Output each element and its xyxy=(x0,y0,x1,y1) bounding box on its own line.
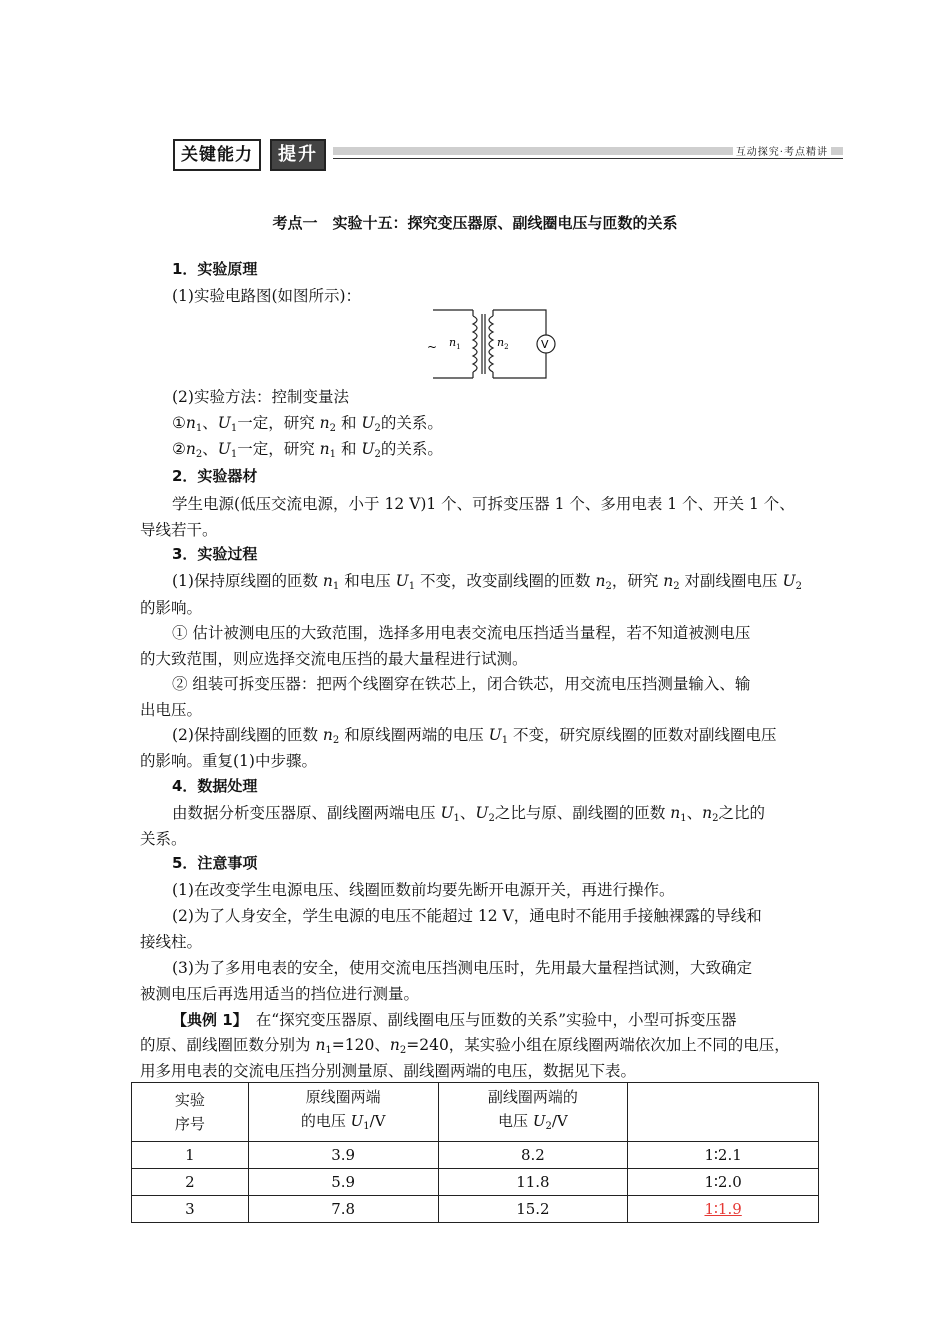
cell-u2: 11.8 xyxy=(438,1169,628,1196)
cell-trial-no: 1 xyxy=(132,1142,249,1169)
heading-notes: 5．注意事项 xyxy=(172,854,258,872)
banner-rule-line xyxy=(333,158,843,159)
example-line-1: 【典例 1】 在“探究变压器原、副线圈电压与匝数的关系”实验中，小型可拆变压器 xyxy=(172,1011,737,1029)
heading-procedure: 3．实验过程 xyxy=(172,545,258,563)
para-procedure-step2b: 出电压。 xyxy=(140,701,203,719)
cell-u1: 3.9 xyxy=(248,1142,438,1169)
transformer-circuit-diagram xyxy=(425,306,560,382)
header-ratio xyxy=(628,1083,819,1142)
cell-ratio-answer xyxy=(628,1196,819,1223)
para-equipment-1: 学生电源(低压交流电源，小于 12 V)1 个、可拆变压器 1 个、多用电表 1 个、开关 1 个、 xyxy=(172,495,795,513)
para-method-2: $②n_2$、$U_1$一定，研究 $n_1$ 和 $U_2$的关系。 xyxy=(172,440,443,460)
answer-ratio: 1∶1.9 xyxy=(704,1200,742,1218)
para-data-2: 关系。 xyxy=(140,830,187,848)
para-procedure-step2a: ② 组装可拆变压器：把两个线圈穿在铁芯上，闭合铁芯，用交流电压挡测量输入、输 xyxy=(172,675,751,693)
cell-trial-no: 3 xyxy=(132,1196,249,1223)
para-note-3a: (3)为了多用电表的安全，使用交流电压挡测电压时，先用最大量程挡试测，大致确定 xyxy=(172,959,752,977)
heading-equipment: 2．实验器材 xyxy=(172,467,258,485)
cell-ratio: 1∶2.0 xyxy=(628,1169,819,1196)
cell-u1: 5.9 xyxy=(248,1169,438,1196)
para-data-1: 由数据分析变压器原、副线圈两端电压 $U_1$、$U_2$之比与原、副线圈的匝数 $n_1$、$n_2$之比的 xyxy=(172,804,766,824)
cell-u1: 7.8 xyxy=(248,1196,438,1223)
para-note-2a: (2)为了人身安全，学生电源的电压不能超过 12 V，通电时不能用手接触裸露的导线和 xyxy=(172,907,762,925)
header-trial-no: 实验 序号 xyxy=(132,1083,249,1142)
table-row xyxy=(132,1142,819,1169)
para-note-2b: 接线柱。 xyxy=(140,933,203,951)
para-note-3b: 被测电压后再选用适当的挡位进行测量。 xyxy=(140,985,420,1003)
cell-ratio: 1∶2.1 xyxy=(628,1142,819,1169)
para-procedure-step1b: 的大致范围，则应选择交流电压挡的最大量程进行试测。 xyxy=(140,650,528,668)
header-primary-voltage: 原线圈两端 的电压 $U_1/V$ xyxy=(248,1083,438,1142)
header-secondary-voltage: 副线圈两端的 电压 $U_2/V$ xyxy=(438,1083,628,1142)
para-procedure-1a: (1)保持原线圈的匝数 $n_1$ 和电压 $U_1$ 不变，改变副线圈的匝数 $n_2$，研究 $n_2$ 对副线圈电压 $U_2$ xyxy=(172,572,802,592)
table-header-row xyxy=(132,1083,819,1142)
heading-principle: 1．实验原理 xyxy=(172,260,258,278)
para-procedure-1b: 的影响。 xyxy=(140,599,203,617)
section-banner xyxy=(173,139,843,169)
banner-highlight: 提升 xyxy=(270,139,326,171)
para-equipment-2: 导线若干。 xyxy=(140,521,218,539)
voltmeter-symbol: V xyxy=(541,338,549,351)
example-line-2: 的原、副线圈匝数分别为 $n_1=120$、$n_2=240$，某实验小组在原线圈两端依次加上不同的电压， xyxy=(140,1036,790,1056)
para-procedure-step1a: ① 估计被测电压的大致范围，选择多用电表交流电压挡适当量程，若不知道被测电压 xyxy=(172,624,751,642)
para-method: (2)实验方法：控制变量法 xyxy=(172,388,349,406)
table-row xyxy=(132,1196,819,1223)
banner-subtitle: 互动探究·考点精讲 xyxy=(733,143,831,158)
heading-data: 4．数据处理 xyxy=(172,777,258,795)
label-n2: $n_2$ xyxy=(497,336,509,351)
voltage-data-table xyxy=(131,1082,819,1223)
cell-u2: 8.2 xyxy=(438,1142,628,1169)
para-note-1: (1)在改变学生电源电压、线圈匝数前均要先断开电源开关，再进行操作。 xyxy=(172,881,675,899)
banner-label: 关键能力 xyxy=(173,139,261,171)
cell-u2: 15.2 xyxy=(438,1196,628,1223)
ac-source-symbol: ~ xyxy=(427,340,438,354)
label-n1: $n_1$ xyxy=(449,336,461,351)
cell-trial-no: 2 xyxy=(132,1169,249,1196)
page-title: 考点一 实验十五：探究变压器原、副线圈电压与匝数的关系 xyxy=(272,214,678,232)
para-method-1: $①n_1$、$U_1$一定，研究 $n_2$ 和 $U_2$的关系。 xyxy=(172,414,443,434)
example-line-3: 用多用电表的交流电压挡分别测量原、副线圈两端的电压，数据见下表。 xyxy=(140,1062,637,1080)
para-circuit-intro: (1)实验电路图(如图所示)： xyxy=(172,287,362,305)
table-row xyxy=(132,1169,819,1196)
para-procedure-2b: 的影响。重复(1)中步骤。 xyxy=(140,752,317,770)
para-procedure-2a: (2)保持副线圈的匝数 $n_2$ 和原线圈两端的电压 $U_1$ 不变，研究原线圈的匝数对副线圈电压 xyxy=(172,726,777,746)
